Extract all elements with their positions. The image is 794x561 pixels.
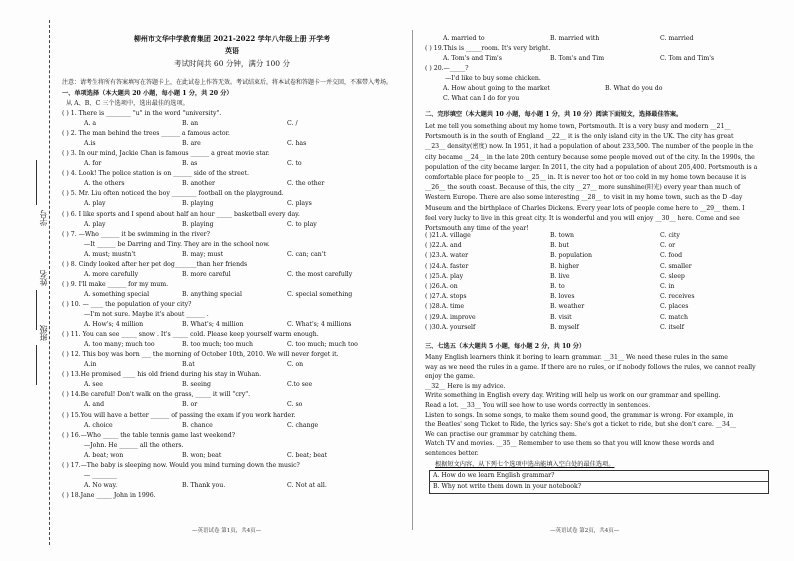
question-7-stem: ( ) 7. —Who ______ it be swimming in the river? xyxy=(62,230,210,238)
cloze-passage-line: Portsmouth any time of the year! xyxy=(425,225,529,232)
q18-option-b: B. married with xyxy=(550,35,600,42)
question-15-stem: ( ) 15.You will have a better ______ of passing the exam if you work harder. xyxy=(62,411,296,419)
section1-intro: 从 A、B、C 三个选项中，选出最佳的选项。 xyxy=(66,100,189,107)
cloze-27-option-b: B. loves xyxy=(550,293,575,301)
q19-stem: ( ) 19.This is _____room. It's very bright. xyxy=(425,45,551,52)
question-17-option-c: C. Not at all. xyxy=(287,481,327,489)
cloze-28-option-b: B. weather xyxy=(550,303,585,311)
section2-heading: 二、完形填空（本大题共 10 小题，每小题 1 分，共 10 分）阅读下面短文，选择最佳答案。 xyxy=(425,111,683,118)
page1-footer: —英语试卷 第1页，共4页— xyxy=(192,528,262,534)
question-17-option-a: A. No way. xyxy=(84,481,118,489)
cloze-21-option-b: B. town xyxy=(550,232,574,239)
cloze-26-option-c: C. in xyxy=(660,283,675,290)
seven-choose-five-line: sentences better. xyxy=(425,450,479,457)
question-11-option-b: B. too much; too much xyxy=(182,341,253,349)
cloze-30-option-b: B. myself xyxy=(550,323,579,331)
question-14-option-c: C. so xyxy=(287,401,303,409)
question-11-option-c: C. too much; much too xyxy=(287,341,358,349)
question-6-option-c: C. to play xyxy=(287,220,317,228)
question-17-stem: ( ) 17.—The baby is sleeping now. Would you mind turning down the music? xyxy=(62,461,300,469)
fold-line xyxy=(49,20,50,545)
question-15-option-b: B. chance xyxy=(182,421,213,429)
question-8-option-b: B. more careful xyxy=(182,270,231,278)
question-1-option-b: B. an xyxy=(182,120,199,128)
question-5-option-c: C. plays xyxy=(287,200,312,208)
cloze-28-option-a: ( )28.A. time xyxy=(425,303,465,311)
section3-instruction: 根据短文内容，从下列七个选项中选出能填入空白处的最佳选项。 xyxy=(435,461,615,468)
question-4-option-c: C. the other xyxy=(287,180,325,188)
cloze-passage-line: Portsmouth is in the south of England __22__ it is the only island city in the UK. The city has great xyxy=(425,133,734,141)
cloze-23-option-c: C. food xyxy=(660,252,683,260)
question-13-option-a: A. see xyxy=(84,381,103,389)
question-7-option-a: A. must; mustn't xyxy=(84,250,136,258)
question-6-option-b: B. playing xyxy=(182,220,214,228)
question-4-option-b: B. another xyxy=(182,180,215,188)
exam-time-score: 考试时间共 60 分钟，满分 100 分 xyxy=(174,59,290,68)
question-12-option-c: C. on xyxy=(287,361,304,369)
cloze-22-option-c: C. or xyxy=(660,242,676,250)
cloze-29-option-a: ( )29.A. improve xyxy=(425,313,476,321)
question-10-stem: ( ) 10. — ____ the population of your city? xyxy=(62,300,192,308)
question-10-option-a: A. How's; 4 million xyxy=(84,321,144,329)
seven-choose-five-line: We can practise our grammar by catching them. xyxy=(425,430,577,438)
seven-choose-five-line: Write something in English every day. Writing will help us work on our grammar and spelling. xyxy=(425,392,721,400)
binding-margin xyxy=(0,0,62,561)
cloze-25-option-b: B. live xyxy=(550,272,570,280)
cloze-24-option-a: ( )24.A. faster xyxy=(425,262,469,270)
question-7-option-c: C. can; can't xyxy=(287,250,326,258)
seven-choose-five-line: Many English learners think it boring to learn grammar. __31__ We need these rules in the same xyxy=(425,354,728,361)
cloze-passage-line: city became __24__ in the late 20th century because some people moved out of the city. In the 1990s, the xyxy=(425,153,755,161)
class-line xyxy=(36,345,37,385)
cloze-23-option-a: ( )23.A. water xyxy=(425,252,469,260)
question-12-option-b: B.at xyxy=(182,361,195,369)
exam-title: 柳州市文华中学教育集团 2021-2022 学年八年级上册 开学考 xyxy=(133,34,331,43)
question-8-option-a: A. more carefully xyxy=(84,270,139,278)
question-17-option-b: B. Thank you. xyxy=(182,481,226,489)
question-13-option-c: C.to see xyxy=(287,381,313,389)
cloze-25-option-c: C. sleep xyxy=(660,272,685,280)
question-9-stem: ( ) 9. I'll make ______ for my mum. xyxy=(62,280,169,288)
question-3-option-c: C. to xyxy=(287,160,302,168)
cloze-27-option-a: ( )27.A. stops xyxy=(425,293,467,301)
cloze-30-option-a: ( )30.A. yourself xyxy=(425,323,476,331)
question-5-option-b: B. playing xyxy=(182,200,214,208)
cloze-26-option-b: B. to xyxy=(550,283,565,290)
question-1-option-a: A. a xyxy=(84,120,97,128)
cloze-passage-line: Museum and the birthplace of Charles Dickens. Every year lots of people come here to __29__ them. I xyxy=(425,204,745,212)
q20-option-a: A. How about going to the market xyxy=(443,85,550,92)
question-17-sub: — ________ xyxy=(84,471,117,479)
question-7-option-b: B. may; must xyxy=(182,250,224,258)
question-14-stem: ( ) 14.Be careful! Don't walk on the grass, _____ it will "cry". xyxy=(62,391,251,399)
choice-b: B. Why not write them down in your notebook? xyxy=(433,483,582,490)
question-10-option-c: C. What's; 4 millions xyxy=(287,321,352,329)
cloze-passage-line: Let me tell you something about my home town, Portsmouth. It is a very busy and modern __21__ xyxy=(425,123,731,130)
section1-heading: 一、单项选择（本大题共 20 小题，每小题 1 分，共 20 分） xyxy=(62,90,233,97)
cloze-21-option-a: ( )21.A. village xyxy=(425,232,471,239)
question-5-stem: ( ) 5. Mr. Liu often noticed the boy ________ football on the playground. xyxy=(62,190,284,198)
question-3-option-a: A. for xyxy=(84,160,102,168)
question-12-option-a: A.in xyxy=(84,361,97,369)
page2-footer: —英语试卷 第2页，共4页— xyxy=(550,528,620,534)
cloze-25-option-a: ( )25.A. play xyxy=(425,272,464,280)
exam-notice: 注意：请考生将所有答案填写在答题卡上，在此试卷上作答无效。考试结束后，将本试卷和答题卡一并交回，不准带入考场。 xyxy=(62,79,393,86)
question-8-stem: ( ) 8. Cindy looked after her pet dog_______than her friends xyxy=(62,260,248,268)
q19-option-c: C. Tom and Tim's xyxy=(660,55,715,62)
question-15-option-c: C. change xyxy=(287,421,319,429)
cloze-passage-line: population of the city became larger. In 2011, the city had a population of about 205,400. Portsmouth is a xyxy=(425,163,758,171)
q20-option-c: C. What can I do for you xyxy=(443,95,520,102)
cloze-passage-line: Western Europe. There are also some interesting __28__ to visit in my home town, such as the D -day xyxy=(425,194,743,202)
question-4-stem: ( ) 4. Look! The police station is on ______ side of the street. xyxy=(62,170,249,178)
cloze-29-option-c: C. match xyxy=(660,313,688,321)
question-9-option-a: A. something special xyxy=(84,290,150,298)
cloze-passage-line: __26__ the south coast. Because of this, the city __27__ more sunshine(阳光) every year than much of xyxy=(425,184,741,192)
cloze-passage-line: feel very lucky to live in this great city. It is wonderful and you will enjoy __30__ here. Come and see xyxy=(425,214,740,222)
student-id-label: 学号 xyxy=(39,210,48,226)
question-10-option-b: B. What's; 4 million xyxy=(182,321,244,329)
question-1-stem: ( ) 1. There is ________ "u" in the word "university". xyxy=(62,110,222,117)
question-3-stem: ( ) 3. In our mind, Jackie Chan is famous ______ a great movie star. xyxy=(62,150,270,158)
cloze-23-option-b: B. population xyxy=(550,252,592,260)
question-8-option-c: C. the most carefully xyxy=(287,270,353,278)
question-3-option-b: B. as xyxy=(182,160,198,168)
cloze-24-option-c: C. smaller xyxy=(660,262,692,270)
cloze-30-option-c: C. itself xyxy=(660,323,685,331)
q20-option-b: B. What do you do xyxy=(605,85,663,92)
question-14-option-b: B. or xyxy=(182,401,198,409)
question-16-stem: ( ) 16.—Who _____ the table tennis game last weekend? xyxy=(62,431,236,439)
cloze-22-option-a: ( )22.A. and xyxy=(425,242,462,250)
cloze-24-option-b: B. higher xyxy=(550,262,580,270)
page-divider xyxy=(412,30,413,530)
cloze-passage-line: __23__ density(密度) now. In 1951, it had a population of about 233,500. The number of the people in the xyxy=(425,143,754,151)
seven-choose-five-line: the Beatles' song Ticket to Ride, the lyrics say: She's got a ticket to ride, but she don't care. __34__ xyxy=(425,421,737,429)
student-id-line xyxy=(36,160,37,205)
question-18-stem: ( ) 18.Jane _____ John in 1996. xyxy=(62,491,156,499)
q19-option-a: A. Tom's and Tim's xyxy=(443,55,502,62)
q19-option-b: B. Tom's and Tim xyxy=(550,55,605,62)
question-16-option-a: A. beat; won xyxy=(84,451,124,459)
q18-option-a: A. married to xyxy=(443,35,485,42)
section3-heading: 三、七选五（本大题共 5 小题，每小题 2 分，共 10 分） xyxy=(425,343,586,350)
cloze-21-option-c: C. city xyxy=(660,232,680,239)
cloze-22-option-b: B. but xyxy=(550,242,569,250)
question-1-option-c: C. / xyxy=(287,120,298,128)
seven-choose-five-line: Read a lot. __33__ You will see how to use words correctly in sentences. xyxy=(425,402,651,409)
q20-sub: —I'd like to buy some chicken. xyxy=(445,75,541,82)
question-16-sub: —John. He ______ all the others. xyxy=(84,441,184,449)
question-14-option-a: A. and xyxy=(84,401,105,409)
question-11-option-a: A. too many; much too xyxy=(84,341,155,349)
question-12-stem: ( ) 12. This boy was born ___ the morning of October 10th, 2010. We will never forget it. xyxy=(62,351,339,359)
name-line xyxy=(36,290,37,330)
question-6-option-a: A. play xyxy=(84,220,106,228)
seven-choose-five-line: Listen to songs. In some songs, to make them sound good, the grammar is wrong. For example, in xyxy=(425,411,734,419)
cloze-29-option-b: B. visit xyxy=(550,313,572,321)
question-16-option-c: C. beat; beat xyxy=(287,451,328,459)
seven-choose-five-line: way as we need the rules in a game. If there are no rules, or if nobody follows the rules, we cannot really xyxy=(425,363,756,371)
question-2-stem: ( ) 2. The man behind the trees ______ a famous actor. xyxy=(62,130,230,138)
question-6-stem: ( ) 6. I like sports and I spend about half an hour _____ basketball every day. xyxy=(62,210,300,218)
question-15-option-a: A. choice xyxy=(84,421,113,429)
question-2-option-c: C. has xyxy=(287,140,307,148)
seven-choose-five-line: Watch TV and movies. __35__ Remember to use them so that you will know these words and xyxy=(425,440,715,448)
choice-a: A. How do we learn English grammar? xyxy=(433,472,555,479)
question-9-option-c: C. special something xyxy=(287,290,353,298)
question-11-stem: ( ) 11. You can see _____ snow . It's _____ cold. Please keep yourself warm enough. xyxy=(62,331,319,339)
exam-subject: 英语 xyxy=(225,46,239,55)
question-7-sub: —It ______ be Darring and Tiny. They are in the school now. xyxy=(84,240,270,248)
question-16-option-b: B. won; beat xyxy=(182,451,222,459)
cloze-28-option-c: C. places xyxy=(660,303,689,311)
q20-stem: ( ) 20.—_____? xyxy=(425,65,469,72)
cloze-26-option-a: ( )26.A. on xyxy=(425,283,458,290)
question-9-option-b: B. anything special xyxy=(182,290,242,298)
name-label: 姓名 xyxy=(39,270,48,286)
class-label: 班级 xyxy=(39,325,48,341)
seven-choose-five-line: enjoy the game. xyxy=(425,373,475,381)
question-4-option-a: A. the others xyxy=(84,180,125,188)
question-13-stem: ( ) 13.He promised ____ his old friend during his stay in Wuhan. xyxy=(62,371,262,379)
question-13-option-b: B. seeing xyxy=(182,381,211,389)
question-10-sub: —I'm not sure. Maybe it's about ______ . xyxy=(84,311,209,318)
seven-choose-five-line: __32__ Here is my advice. xyxy=(425,382,506,390)
question-2-option-b: B. are xyxy=(182,140,201,148)
cloze-passage-line: comfortable place for people to __25__ in. It is never too hot or too cold in my home town because it is xyxy=(425,174,747,181)
question-2-option-a: A.is xyxy=(84,140,96,148)
q18-option-c: C. married xyxy=(660,35,694,42)
cloze-27-option-c: C. receives xyxy=(660,293,695,301)
question-5-option-a: A. play xyxy=(84,200,106,208)
